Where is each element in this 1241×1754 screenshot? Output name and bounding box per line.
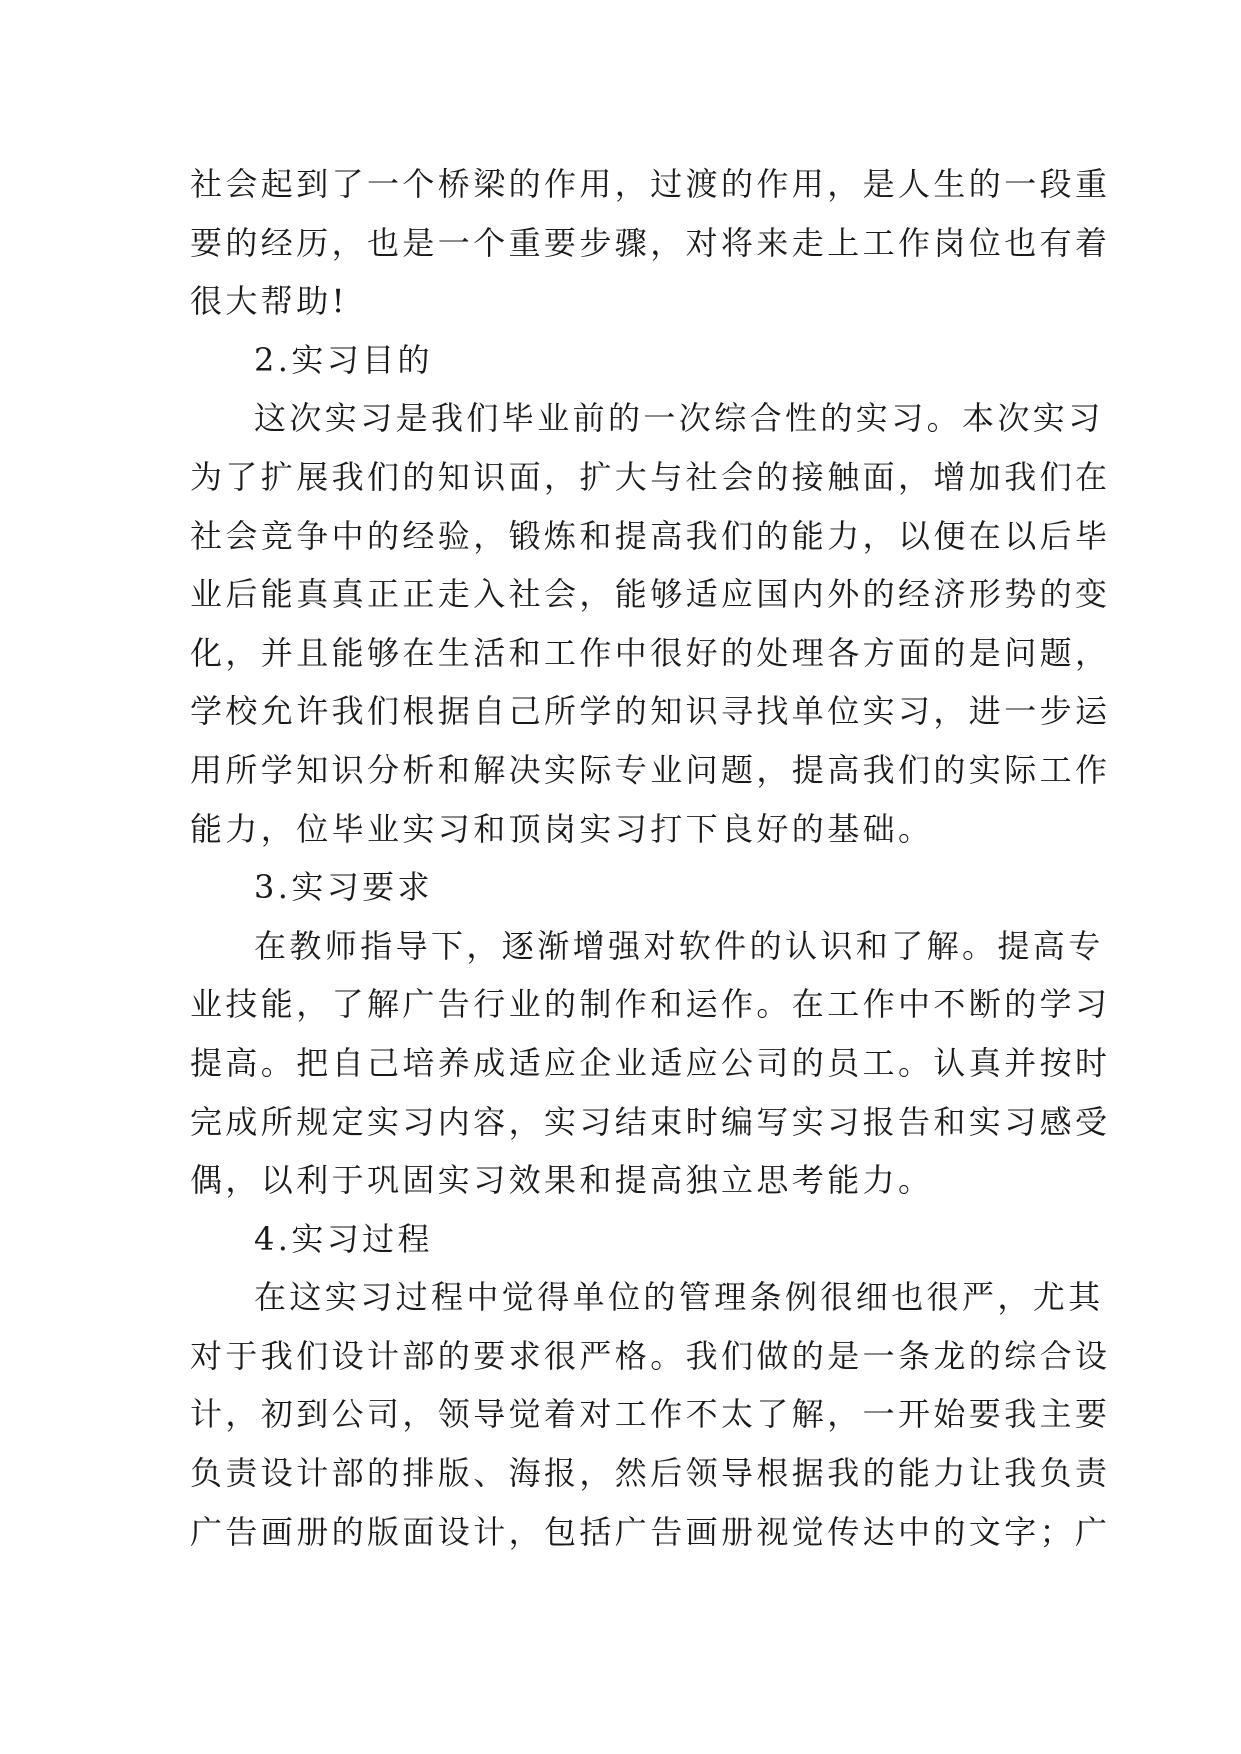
text-line: 完成所规定实习内容，实习结束时编写实习报告和实习感受 [190, 1102, 1111, 1141]
text-line: 广告画册的版面设计，包括广告画册视觉传达中的文字；广 [190, 1512, 1111, 1551]
text-line: 偶，以利于巩固实习效果和提高独立思考能力。 [190, 1161, 934, 1200]
section-heading-process: 4.实习过程 [254, 1219, 433, 1258]
text-line: 化，并且能够在生活和工作中很好的处理各方面的是问题， [190, 633, 1111, 672]
text-line: 能力，位毕业实习和顶岗实习打下良好的基础。 [190, 809, 934, 848]
text-line: 很大帮助! [190, 282, 348, 321]
section-paragraph-requirements [190, 917, 1111, 1210]
text-line: 这次实习是我们毕业前的一次综合性的实习。本次实习 [254, 399, 1104, 438]
text-line: 业后能真真正正走入社会，能够适应国内外的经济形势的变 [190, 575, 1111, 614]
text-line: 在这实习过程中觉得单位的管理条例很细也很严，尤其 [254, 1278, 1104, 1317]
text-line: 社会起到了一个桥梁的作用，过渡的作用，是人生的一段重 [190, 165, 1111, 203]
section-heading-purpose: 2.实习目的 [254, 340, 433, 379]
text-line: 在教师指导下，逐渐增强对软件的认识和了解。提高专 [254, 926, 1104, 965]
section-paragraph-process [190, 1268, 1111, 1561]
text-line: 为了扩展我们的知识面，扩大与社会的接触面，增加我们在 [190, 457, 1111, 496]
section-heading-requirements: 3.实习要求 [254, 868, 433, 907]
text-line: 负责设计部的排版、海报，然后领导根据我的能力让我负责 [190, 1454, 1111, 1493]
text-line: 业技能，了解广告行业的制作和运作。在工作中不断的学习 [190, 985, 1111, 1024]
text-line: 计，初到公司，领导觉着对工作不太了解，一开始要我主要 [190, 1395, 1111, 1434]
document-body [190, 155, 1111, 1561]
text-line: 用所学知识分析和解决实际专业问题，提高我们的实际工作 [190, 750, 1111, 789]
text-line: 提高。把自己培养成适应企业适应公司的员工。认真并按时 [190, 1043, 1111, 1082]
section-paragraph-purpose [190, 389, 1111, 858]
text-line: 对于我们设计部的要求很严格。我们做的是一条龙的综合设 [190, 1336, 1111, 1375]
text-line: 要的经历，也是一个重要步骤，对将来走上工作岗位也有着 [190, 223, 1111, 262]
text-line: 社会竞争中的经验，锻炼和提高我们的能力，以便在以后毕 [190, 516, 1111, 555]
intro-paragraph [190, 155, 1111, 331]
text-line: 学校允许我们根据自己所学的知识寻找单位实习，进一步运 [190, 692, 1111, 731]
